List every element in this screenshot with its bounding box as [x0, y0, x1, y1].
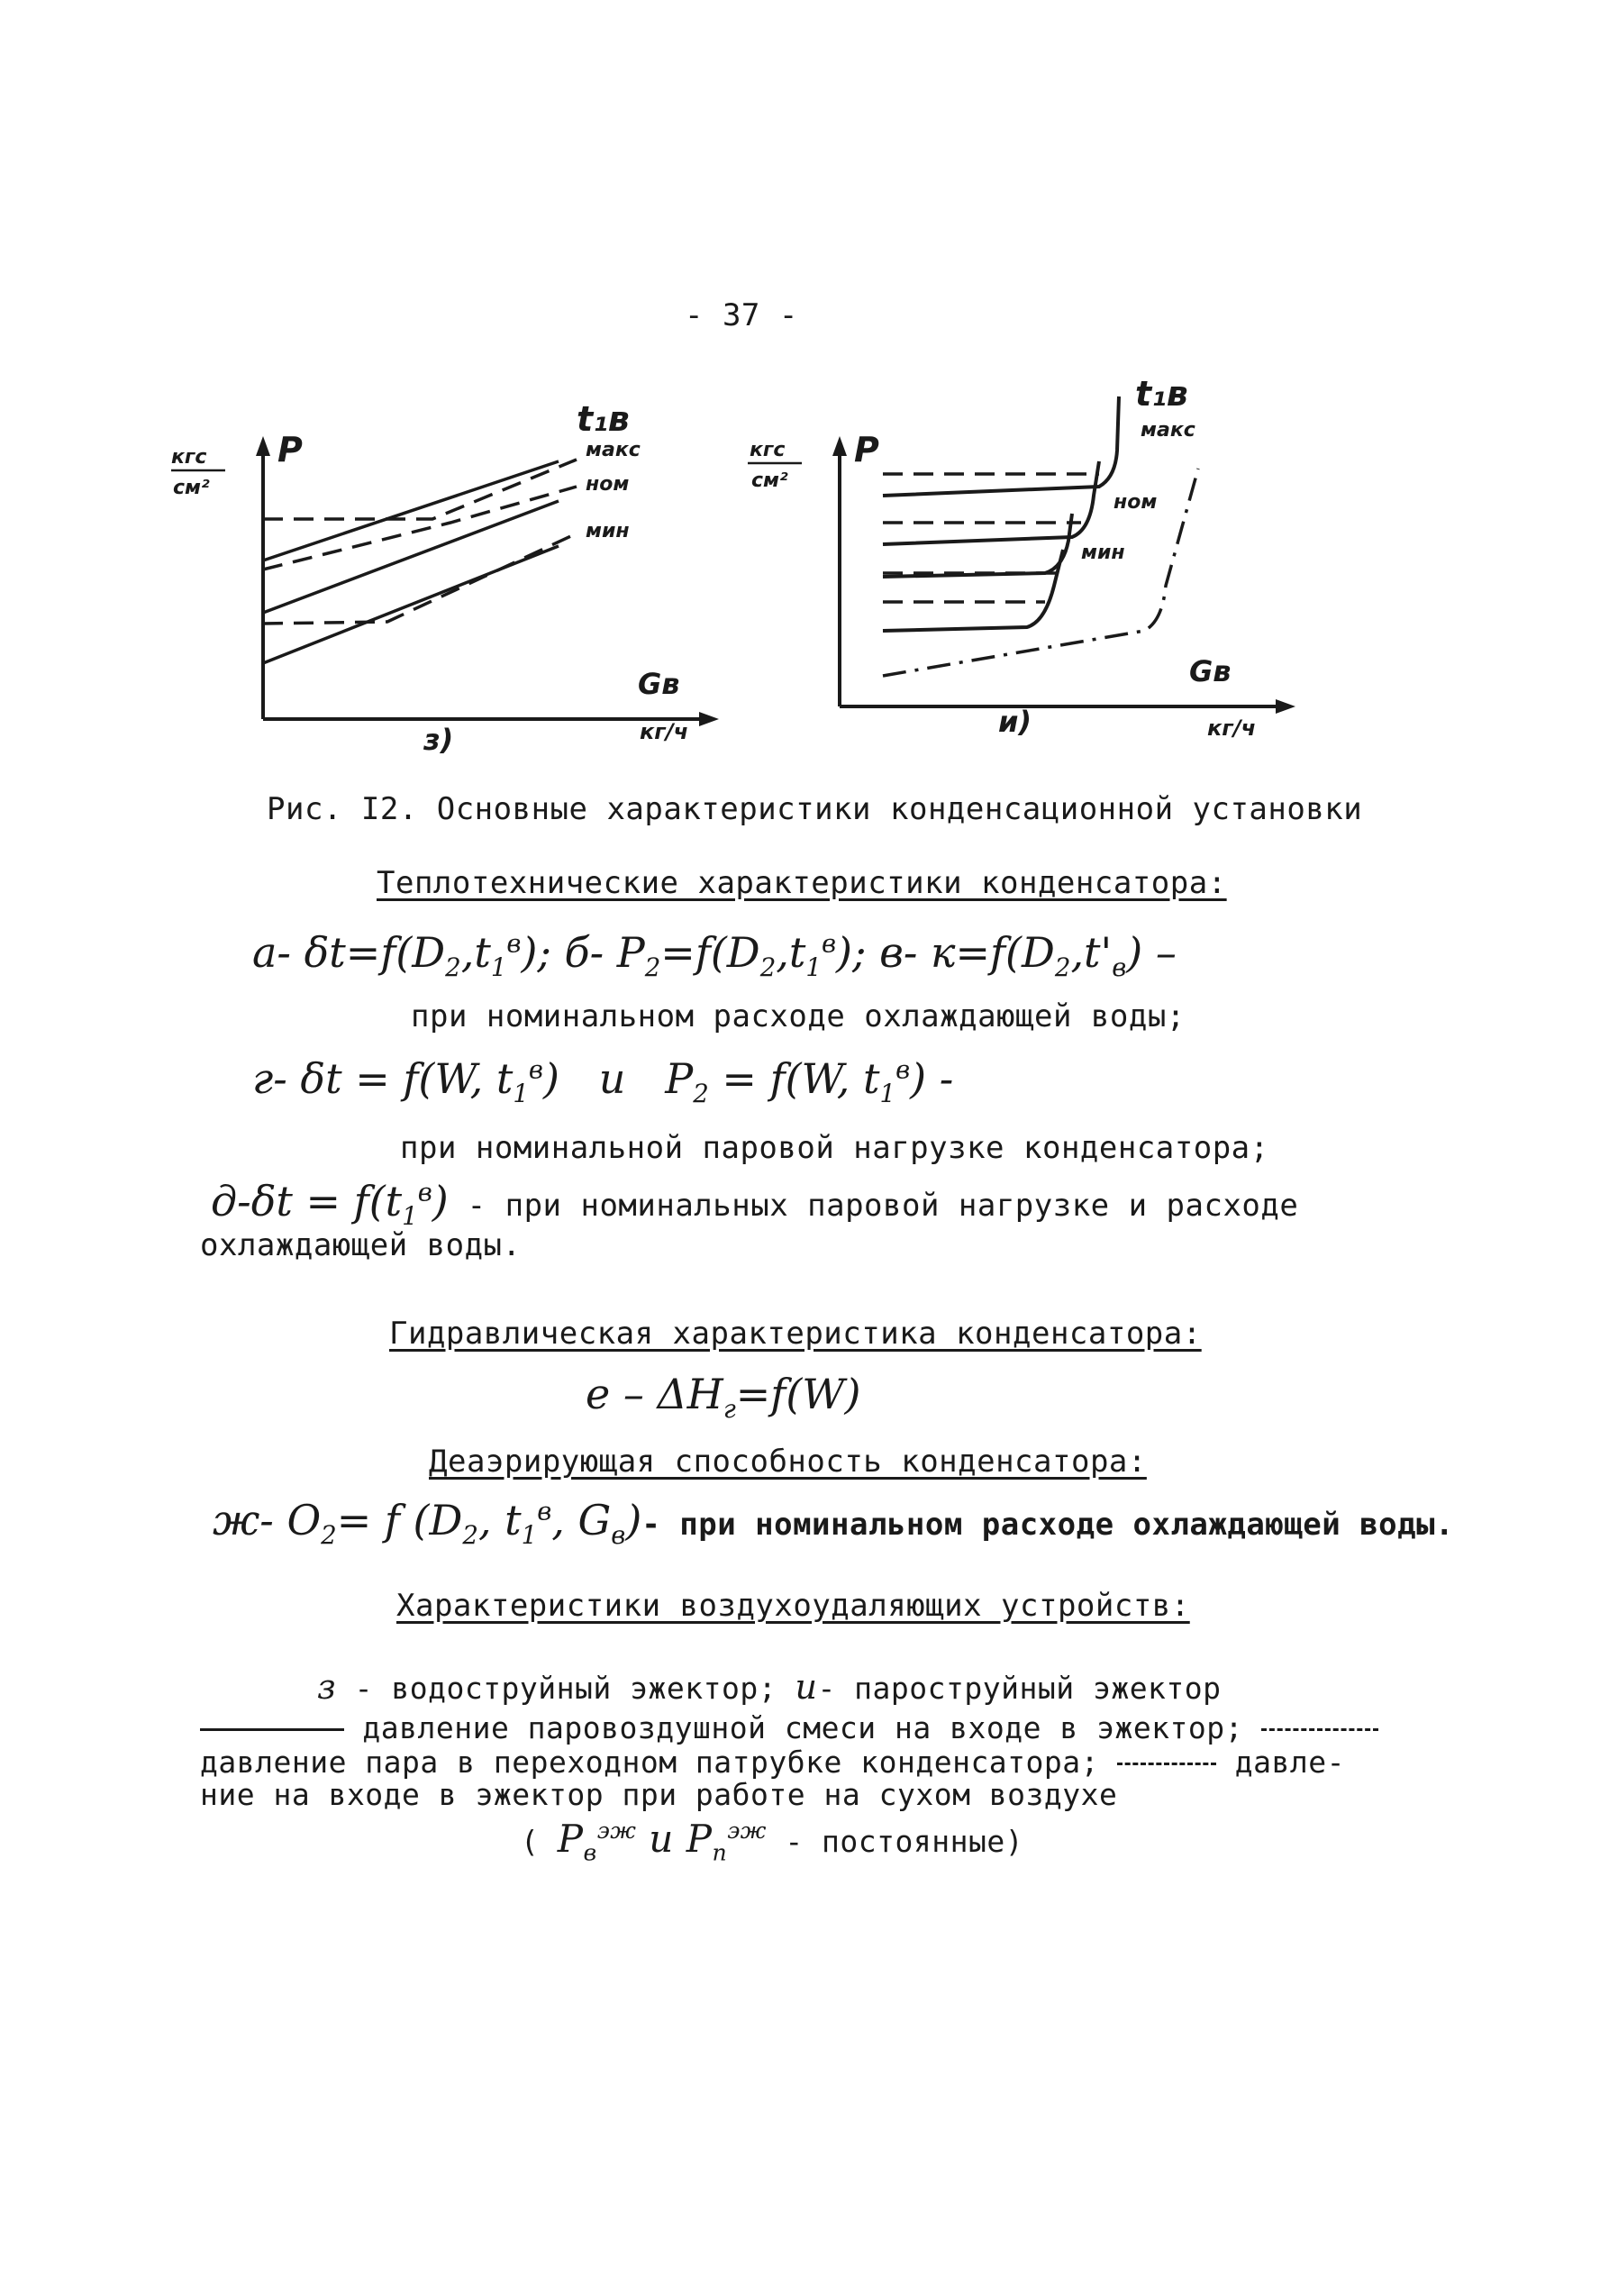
left-level-nom: ном	[586, 473, 630, 496]
left-x-unit: кг/ч	[640, 719, 689, 744]
air-z-letter: з	[317, 1667, 337, 1707]
left-dashed-max	[263, 460, 577, 519]
thermal-note-1: при номинальном расходе охлаждающей воды;	[411, 998, 1186, 1034]
air-line	[317, 1667, 1222, 1707]
formula-abv: а- $\delta t=f(D_2,t_1^в)$; б- $P_2=f(D_2,t_1^в)$; в- $к=f(D_2,t'_в)$ –	[252, 928, 1177, 983]
legend-line-4: ( $P_в^{эж}$ и $P_п^{эж}$ - постоянные)	[521, 1817, 1024, 1866]
right-temp-label: t₁в	[1135, 374, 1188, 414]
air-title: Характеристики воздухоудаляющих устройств:	[396, 1588, 1190, 1624]
thermal-d-tail2: охлаждающей воды.	[200, 1227, 522, 1263]
left-panel-label: з)	[423, 723, 454, 757]
right-solid-low	[883, 550, 1063, 631]
hydraulic-title: Гидравлическая характеристика конденсатора:	[389, 1316, 1202, 1352]
left-x-arrow	[699, 712, 719, 726]
legend-3: ние на входе в эжектор при работе на сухом воздухе	[200, 1777, 1118, 1812]
right-y-unit-num: кгс	[750, 439, 786, 461]
left-x-axis-label: Gв	[638, 667, 680, 701]
left-y-arrow	[256, 436, 270, 456]
left-y-unit-num: кгс	[171, 446, 207, 469]
right-x-unit: кг/ч	[1207, 715, 1257, 741]
legend-p-vars: $P_в^{эж}$ и $P_п^{эж}$	[557, 1817, 767, 1866]
formula-zh-line	[213, 1496, 1454, 1550]
legend-solid-sample	[200, 1728, 344, 1731]
thermal-title: Теплотехнические характеристики конденсатора:	[377, 865, 1227, 901]
formula-d: $д-\delta t = f(t_1^в)$	[211, 1177, 449, 1232]
left-level-min: мин	[586, 520, 630, 542]
legend-4: - постоянные)	[785, 1824, 1024, 1859]
right-level-nom: ном	[1114, 491, 1158, 514]
right-y-axis-label: P	[854, 430, 879, 469]
left-y-unit-den: см²	[173, 477, 210, 499]
right-x-arrow	[1276, 699, 1295, 714]
formula-e: $е - \Delta H_г=f(W)$	[586, 1370, 861, 1425]
deaeration-title: Деаэрирующая способность конденсатора:	[429, 1444, 1147, 1480]
right-x-axis-label: Gв	[1189, 654, 1232, 688]
left-chart	[171, 399, 719, 757]
air-i-text: - пароструйный эжектор	[817, 1671, 1222, 1706]
right-panel-label: и)	[998, 705, 1032, 739]
left-dashed-min	[263, 533, 577, 624]
right-chart	[748, 374, 1295, 741]
right-level-min: мин	[1081, 542, 1125, 564]
right-level-max: макс	[1141, 419, 1195, 442]
legend-2b: давле-	[1234, 1745, 1345, 1780]
deaeration-tail: - при номинальном расходе охлаждающей воды.	[641, 1507, 1455, 1543]
thermal-d-tail: - при номинальных паровой нагрузке и расходе	[448, 1188, 1299, 1224]
left-y-axis-label: P	[277, 430, 303, 469]
right-y-arrow	[832, 436, 847, 456]
air-z-text: - водоструйный эжектор;	[354, 1671, 777, 1706]
figure-12-charts	[162, 360, 1333, 775]
air-i-letter: и	[795, 1667, 818, 1707]
formula-g: г- δt = f(W, $t_1^в$) и $P_2 = f(W$, $t_1^в$) -	[252, 1054, 954, 1109]
left-temp-label: t₁в	[577, 399, 630, 439]
formula-zh: ж- $O_2= f$ ($D_2$, $t_1^в$, $G_в$)	[213, 1496, 642, 1551]
legend-1: давление паровоздушной смеси на входе в эжектор;	[362, 1710, 1244, 1745]
left-solid-max	[263, 461, 559, 560]
legend-2a: давление пара в переходном патрубке конденсатора;	[200, 1745, 1100, 1780]
figure-caption: Рис. I2. Основные характеристики конденсационной установки	[267, 791, 1363, 827]
formula-d-line	[211, 1177, 1298, 1231]
legend-line-1	[200, 1710, 1378, 1745]
page-number: - 37 -	[685, 297, 798, 333]
legend-dashdot-sample	[1117, 1763, 1216, 1765]
right-y-unit-den: см²	[751, 469, 788, 492]
legend-dashed-sample	[1261, 1728, 1378, 1731]
thermal-note-2: при номинальной паровой нагрузке конденсатора;	[400, 1130, 1269, 1166]
legend-line-2	[200, 1745, 1345, 1780]
left-solid-min	[263, 546, 559, 663]
left-level-max: макс	[586, 439, 641, 461]
right-solid-max	[883, 396, 1119, 496]
